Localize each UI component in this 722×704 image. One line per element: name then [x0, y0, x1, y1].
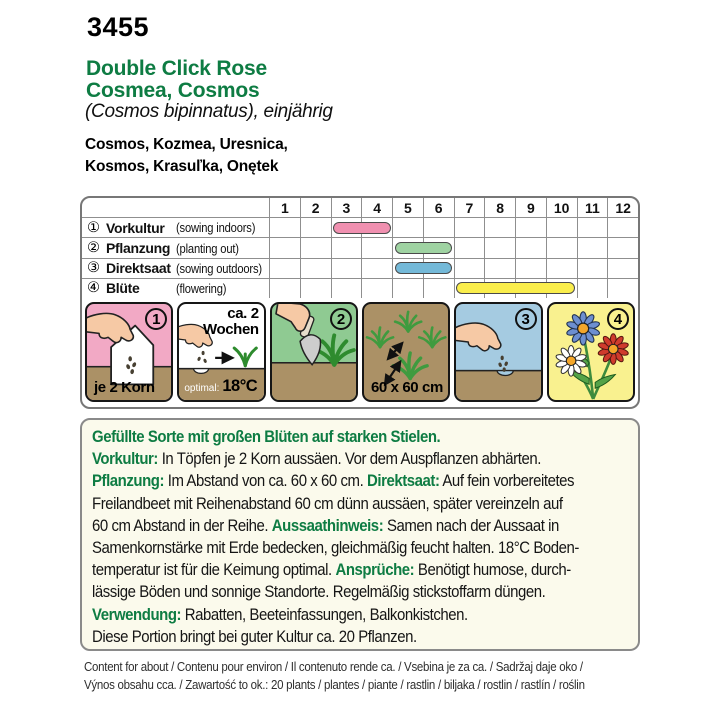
- instruction-line: [92, 581, 564, 603]
- month-header-cell: 3: [332, 198, 363, 217]
- month-cell: [270, 238, 301, 257]
- calendar-bar: [395, 242, 452, 254]
- month-cell: [455, 218, 486, 237]
- month-cell: [578, 218, 609, 237]
- sowing-hand-icon: [87, 313, 133, 342]
- instruction-text: temperatur ist für die Keimung optimal.: [92, 560, 336, 580]
- instruction-keyword: Gefüllte Sorte mit großen Blüten auf starken Stielen.: [92, 427, 441, 446]
- article-number: 3455: [87, 12, 150, 42]
- calendar-header-label-cell: [82, 198, 270, 217]
- instruction-text: 60 cm Abstand in der Reihe.: [92, 515, 272, 535]
- month-cell: [608, 259, 638, 278]
- pictogram-plant-spacing: [362, 302, 450, 402]
- month-cell: [578, 238, 609, 257]
- month-header-cell: 7: [455, 198, 486, 217]
- trowel-blade: [300, 335, 320, 365]
- calendar-row: [82, 237, 638, 257]
- pictogram-sow-outdoors: [454, 302, 542, 402]
- instruction-keyword: Direktsaat:: [367, 471, 440, 491]
- calendar-bar: [395, 262, 452, 274]
- month-cell: [424, 218, 455, 237]
- row-label-text: Direktsaat: [106, 260, 171, 277]
- hand-icon: [276, 304, 310, 331]
- row-label-translation: (planting out): [176, 240, 239, 256]
- instruction-line: [92, 493, 564, 515]
- instruction-text: Im Abstand von ca. 60 x 60 cm.: [164, 471, 368, 491]
- content-note-line-2: Výnos obsahu cca. / Zawartość to ok.: 20 plants / plantes / piante / rastlin / biljaka / rostlin / rastlín / roślin: [84, 677, 585, 692]
- instruction-line: [92, 448, 564, 470]
- step-number-badge: 2: [330, 308, 352, 330]
- instruction-line: [92, 470, 575, 492]
- instruction-text: Auf fein vorbereitetes: [439, 471, 575, 491]
- month-header-cell: 1: [270, 198, 301, 217]
- month-cell: [270, 218, 301, 237]
- month-cell: [485, 218, 516, 237]
- month-cell: [578, 279, 609, 298]
- month-cell: [547, 238, 578, 257]
- month-cell: [578, 259, 609, 278]
- calendar-row-months: [270, 259, 638, 278]
- red-flower: [597, 334, 629, 365]
- month-cell: [485, 259, 516, 278]
- month-cell: [393, 279, 424, 298]
- row-number: ③: [87, 260, 100, 277]
- row-label-translation: (flowering): [176, 280, 227, 296]
- instruction-keyword: Aussaathinweis:: [271, 515, 384, 535]
- month-header-cell: 8: [485, 198, 516, 217]
- month-header-cell: 11: [578, 198, 609, 217]
- month-cell: [516, 259, 547, 278]
- row-number: ①: [87, 219, 100, 236]
- synonyms-line-1: Cosmos, Kozmea, Uresnica,: [85, 136, 288, 153]
- instruction-keyword: Ansprüche:: [335, 560, 415, 580]
- pictogram-sow-indoors: [85, 302, 173, 402]
- step-number-badge: 3: [515, 308, 537, 330]
- row-label-text: Vorkultur: [106, 219, 165, 236]
- month-cell: [608, 218, 638, 237]
- calendar-row-label: [82, 218, 270, 237]
- step-number-badge: 4: [607, 308, 629, 330]
- calendar-row: [82, 278, 638, 298]
- pictogram-planting-out: [270, 302, 358, 402]
- sowing-calendar-table: [82, 198, 638, 298]
- step-number-badge: 1: [145, 308, 167, 330]
- month-cell: [516, 238, 547, 257]
- instruction-line: [92, 604, 564, 626]
- content-note-line-1: Content for about / Contenu pour environ / Il contenuto rende ca. / Vsebina je za ca. / Sadržaj daje oko /: [84, 660, 583, 674]
- botanical-name: (Cosmos bipinnatus), einjährig: [85, 101, 333, 122]
- calendar-row-months: [270, 218, 638, 237]
- row-number: ②: [87, 240, 100, 256]
- calendar-bar: [333, 222, 390, 234]
- month-cell: [362, 238, 393, 257]
- seeds: [498, 356, 509, 372]
- instruction-keyword: Pflanzung:: [92, 471, 165, 491]
- month-cell: [455, 238, 486, 257]
- month-cell: [301, 279, 332, 298]
- soil-band: [456, 371, 540, 400]
- seeds: [197, 351, 207, 364]
- instruction-text: Rabatten, Beeteinfassungen, Balkonkistchen.: [181, 604, 468, 624]
- calendar-row: [82, 258, 638, 278]
- instruction-keyword: Vorkultur:: [92, 449, 158, 469]
- month-cell: [455, 259, 486, 278]
- month-header-cell: 2: [301, 198, 332, 217]
- month-cell: [362, 259, 393, 278]
- month-cell: [332, 279, 363, 298]
- species-name: Cosmea, Cosmos: [86, 79, 260, 102]
- instruction-text: lässige Böden und sonnige Standorte. Regelmäßig stickstoffarm düngen.: [92, 582, 546, 602]
- soil-band: [272, 363, 356, 400]
- pictogram-row: [82, 300, 638, 407]
- instruction-text: Diese Portion bringt bei guter Kultur ca. 20 Pflanzen.: [92, 626, 417, 646]
- month-header-cell: 6: [424, 198, 455, 217]
- pictogram-caption: 60 x 60 cm: [370, 379, 443, 396]
- month-cell: [301, 238, 332, 257]
- plants: [367, 312, 445, 379]
- calendar-bar: [456, 282, 575, 294]
- row-label-text: Pflanzung: [106, 240, 171, 256]
- month-cell: [547, 259, 578, 278]
- instruction-text: Freilandbeet mit Reihenabstand 60 cm dünn aussäen, später vereinzeln auf: [92, 493, 563, 513]
- pictogram-germination-time: [177, 302, 265, 402]
- instruction-text: In Töpfen je 2 Korn aussäen. Vor dem Auspflanzen abhärten.: [157, 449, 541, 469]
- month-header-cell: 5: [393, 198, 424, 217]
- content-note: [84, 659, 585, 694]
- variety-name: Double Click Rose: [86, 57, 267, 80]
- month-cell: [301, 218, 332, 237]
- instruction-text: Samenkornstärke mit Erde bedecken, gleichmäßig feucht halten. 18°C Boden-: [92, 538, 579, 558]
- pictogram-caption: je 2 Korn: [94, 379, 155, 396]
- row-label-translation: (sowing indoors): [176, 220, 256, 236]
- month-cell: [516, 218, 547, 237]
- calendar-header-months: [270, 198, 638, 217]
- soil-notch: [194, 369, 209, 374]
- calendar-header-row: [82, 198, 638, 217]
- instruction-line: [92, 426, 564, 448]
- month-cell: [301, 259, 332, 278]
- instruction-keyword: Verwendung:: [92, 604, 182, 624]
- calendar-row-months: [270, 279, 638, 298]
- sprout-icon: [235, 348, 257, 366]
- instruction-text: Benötigt humose, durch-: [414, 560, 571, 580]
- month-header-cell: 10: [547, 198, 578, 217]
- optimal-temperature-label: optimal: 18°C: [184, 377, 258, 395]
- instruction-line: [92, 515, 564, 537]
- instruction-text: Samen nach der Aussaat in: [383, 515, 559, 535]
- row-label-translation: (sowing outdoors): [176, 260, 262, 276]
- month-cell: [424, 279, 455, 298]
- germination-duration-label: ca. 2 Wochen: [202, 305, 259, 338]
- calendar-row-months: [270, 238, 638, 257]
- month-cell: [393, 218, 424, 237]
- month-cell: [270, 279, 301, 298]
- month-cell: [270, 259, 301, 278]
- month-cell: [608, 238, 638, 257]
- month-header-cell: 9: [516, 198, 547, 217]
- month-cell: [608, 279, 638, 298]
- month-cell: [547, 218, 578, 237]
- month-header-cell: 4: [362, 198, 393, 217]
- blue-flower: [566, 312, 600, 345]
- month-cell: [332, 238, 363, 257]
- month-cell: [332, 259, 363, 278]
- culture-instructions: [80, 418, 640, 651]
- row-label-text: Blüte: [106, 280, 140, 297]
- synonyms-line-2: Kosmos, Krasuľka, Onętek: [85, 158, 279, 175]
- calendar-row-label: [82, 238, 270, 257]
- row-number: ④: [87, 280, 100, 297]
- calendar-row-label: [82, 259, 270, 278]
- sowing-hand-icon: [456, 323, 501, 351]
- instruction-line: [92, 559, 571, 581]
- month-cell: [362, 279, 393, 298]
- calendar-and-pictograms-panel: [80, 196, 640, 409]
- white-flower: [555, 345, 587, 376]
- calendar-row: [82, 217, 638, 237]
- instruction-line: [92, 626, 564, 648]
- instruction-line: [92, 537, 579, 559]
- calendar-row-label: [82, 279, 270, 298]
- pictogram-flowering: [547, 302, 635, 402]
- month-cell: [485, 238, 516, 257]
- month-header-cell: 12: [615, 199, 631, 216]
